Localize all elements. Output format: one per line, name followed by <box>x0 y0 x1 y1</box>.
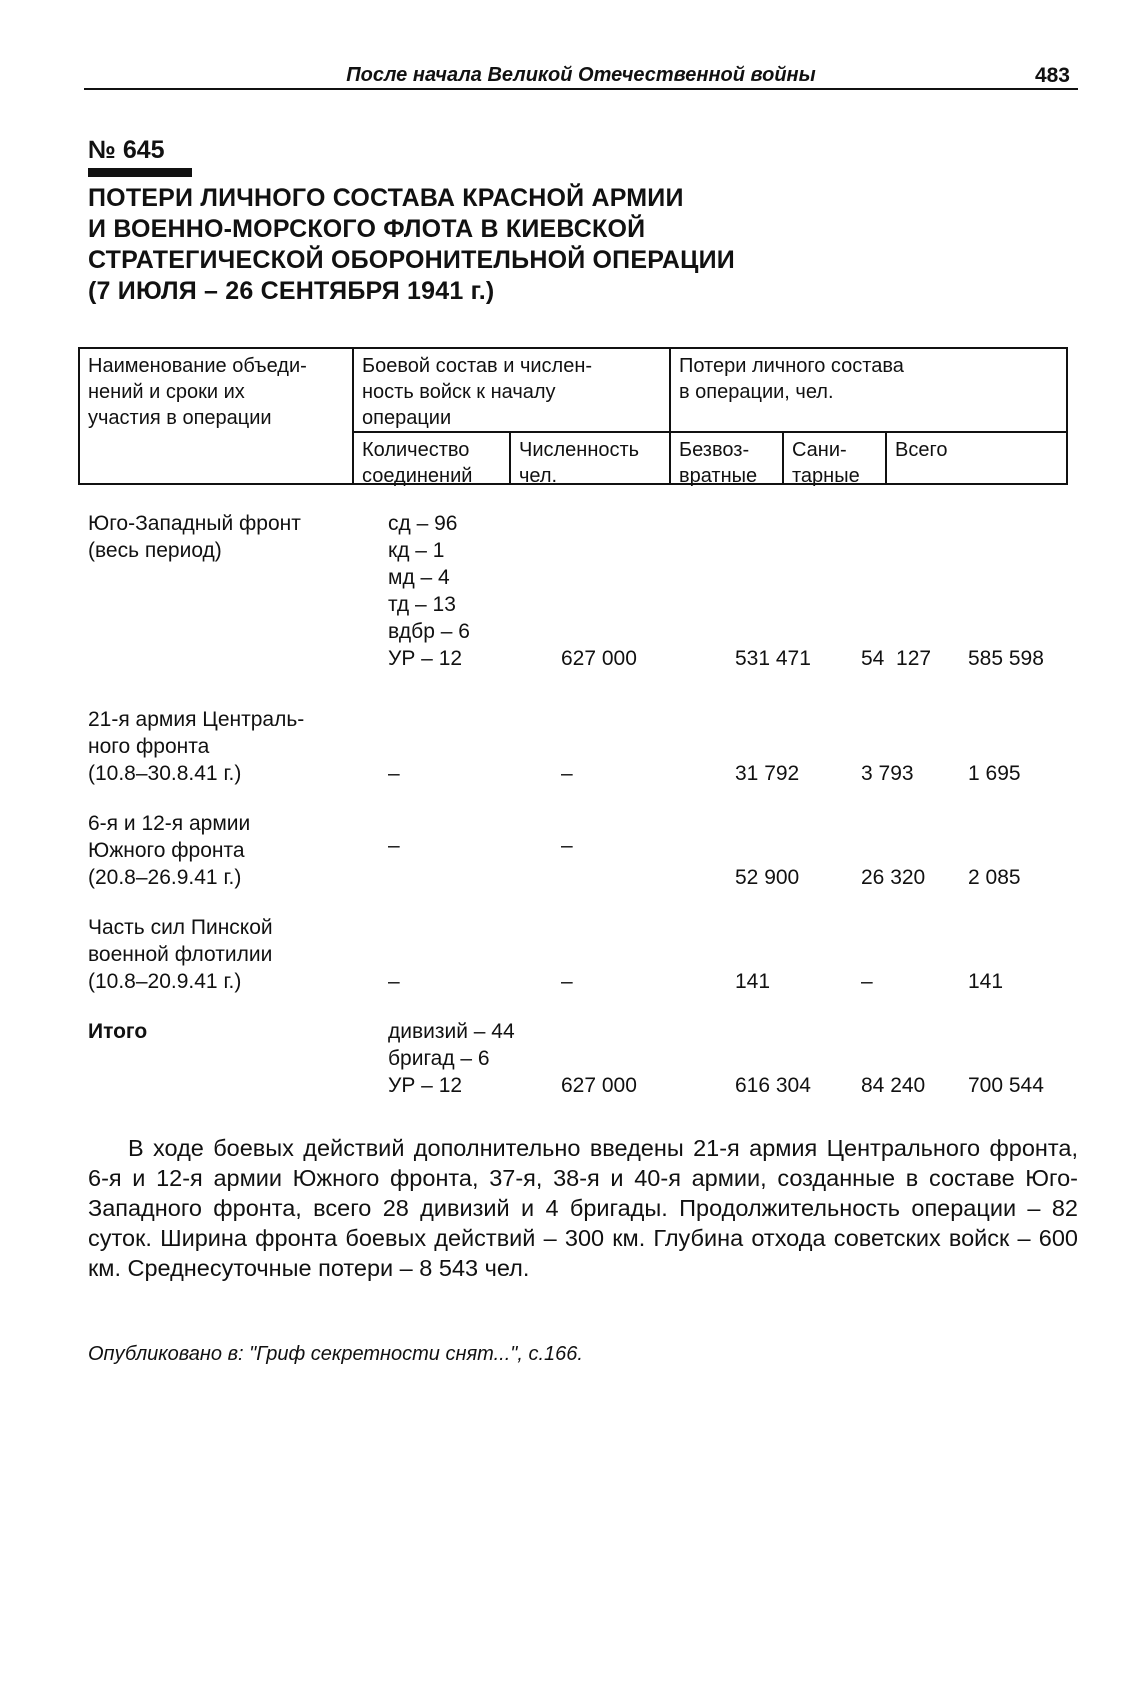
row-name <box>88 706 368 787</box>
header-total-cell <box>887 433 1066 467</box>
cell-text: ного фронта <box>88 735 210 758</box>
row-total: 700 544 <box>968 1074 1044 1097</box>
header-text: Безвоз- <box>679 439 750 461</box>
cell-text: военной флотилии <box>88 943 273 966</box>
header-text: Боевой состав и числен- <box>362 355 593 377</box>
table-row <box>78 706 1068 814</box>
cell-text: (10.8–20.9.41 г.) <box>88 970 242 993</box>
cell-text: 6-я и 12-я армии <box>88 812 251 835</box>
header-text: ность войск к началу <box>362 381 556 403</box>
header-text: Наименование объеди- <box>88 355 307 377</box>
row-units: – <box>388 762 400 785</box>
document-title <box>88 183 988 307</box>
header-strength-cell <box>511 433 669 493</box>
row-sanitary: 26 320 <box>861 866 926 889</box>
header-name-cell <box>80 349 352 435</box>
row-units <box>388 510 568 672</box>
header-text: тарные <box>792 465 860 487</box>
row-name <box>88 510 368 564</box>
row-irrecoverable: 52 900 <box>735 866 800 889</box>
row-irrecoverable: 31 792 <box>735 762 800 785</box>
cell-text: кд – 1 <box>388 539 445 562</box>
row-units: – <box>388 970 400 993</box>
row-strength: – <box>561 762 573 785</box>
row-total: 1 695 <box>968 762 1021 785</box>
title-line: (7 ИЮЛЯ – 26 СЕНТЯБРЯ 1941 г.) <box>88 277 495 305</box>
header-text: вратные <box>679 465 758 487</box>
row-total: 2 085 <box>968 866 1021 889</box>
row-total: 585 598 <box>968 647 1044 670</box>
cell-text: Южного фронта <box>88 839 245 862</box>
header-text: Сани- <box>792 439 847 461</box>
cell-text: сд – 96 <box>388 512 458 535</box>
row-strength: 627 000 <box>561 1074 637 1097</box>
row-sanitary: 54 127 <box>861 647 932 670</box>
body-paragraph: В ходе боевых действий дополнительно введены 21-я армия Центрального фронта, 6-я и 12-я армии Южного фронта, 37-я, 38-я и 40-я армии, созданные в составе Юго-Западного фронта, всего 28 дивизий и 4 бригады. Продолжительность операции – 82 суток. Ширина фронта боевых действий – 300 км. Глубина отхода советских войск – 600 км. Среднесуточные потери – 8 543 чел. <box>88 1135 1078 1281</box>
row-sanitary: – <box>861 970 873 993</box>
header-text: соединений <box>362 465 473 487</box>
cell-text: дивизий – 44 <box>388 1020 515 1043</box>
header-text: Численность <box>519 439 640 461</box>
table-row <box>78 914 1068 1022</box>
header-units-cell <box>354 433 509 493</box>
cell-text: УР – 12 <box>388 1074 463 1097</box>
header-combat-cell <box>354 349 669 435</box>
header-text: Потери личного состава <box>679 355 904 377</box>
row-strength: 627 000 <box>561 647 637 670</box>
cell-text: УР – 12 <box>388 647 463 670</box>
row-strength: – <box>561 834 573 857</box>
header-irrecoverable-cell <box>671 433 782 493</box>
header-losses-cell <box>671 349 1066 409</box>
header-text: участия в операции <box>88 407 272 429</box>
cell-text: (10.8–30.8.41 г.) <box>88 762 242 785</box>
row-name <box>88 914 368 995</box>
cell-text: Часть сил Пинской <box>88 916 273 939</box>
header-text: Всего <box>895 439 948 461</box>
running-head-title: После начала Великой Отечественной войны <box>346 64 816 86</box>
row-name: Итого <box>88 1020 148 1043</box>
table-body <box>78 510 1068 1099</box>
number-underline-bar <box>88 168 192 177</box>
cell-text: вдбр – 6 <box>388 620 470 643</box>
title-line: ПОТЕРИ ЛИЧНОГО СОСТАВА КРАСНОЙ АРМИИ <box>88 184 684 212</box>
row-total: 141 <box>968 970 1004 993</box>
page-number: 483 <box>1034 64 1070 87</box>
header-text: в операции, чел. <box>679 381 834 403</box>
row-sanitary: 84 240 <box>861 1074 926 1097</box>
row-irrecoverable: 141 <box>735 970 771 993</box>
header-text: Количество <box>362 439 470 461</box>
row-units <box>388 1018 568 1099</box>
cell-text: 21-я армия Централь- <box>88 708 305 731</box>
cell-text: (20.8–26.9.41 г.) <box>88 866 242 889</box>
cell-text: (весь период) <box>88 539 222 562</box>
row-name <box>88 810 368 891</box>
table-row <box>78 510 1068 672</box>
cell-text: Юго-Западный фронт <box>88 512 301 535</box>
cell-text: бригад – 6 <box>388 1047 490 1070</box>
table-row-total <box>78 1018 1068 1099</box>
cell-text: мд – 4 <box>388 566 450 589</box>
header-rule <box>84 88 1078 90</box>
row-units: – <box>388 834 400 857</box>
document-number: № 645 <box>88 136 165 164</box>
title-line: И ВОЕННО-МОРСКОГО ФЛОТА В КИЕВСКОЙ <box>88 215 646 243</box>
header-text: чел. <box>519 465 558 487</box>
header-sanitary-cell <box>784 433 885 493</box>
row-strength: – <box>561 970 573 993</box>
source-note: Опубликовано в: "Гриф секретности снят...", с.166. <box>88 1343 583 1365</box>
header-text: нений и сроки их <box>88 381 245 403</box>
table-header <box>78 347 1068 485</box>
row-irrecoverable: 616 304 <box>735 1074 811 1097</box>
header-text: операции <box>362 407 452 429</box>
row-sanitary: 3 793 <box>861 762 914 785</box>
title-line: СТРАТЕГИЧЕСКОЙ ОБОРОНИТЕЛЬНОЙ ОПЕРАЦИИ <box>88 246 735 274</box>
row-irrecoverable: 531 471 <box>735 647 811 670</box>
table-row <box>78 810 1068 918</box>
cell-text: тд – 13 <box>388 593 456 616</box>
